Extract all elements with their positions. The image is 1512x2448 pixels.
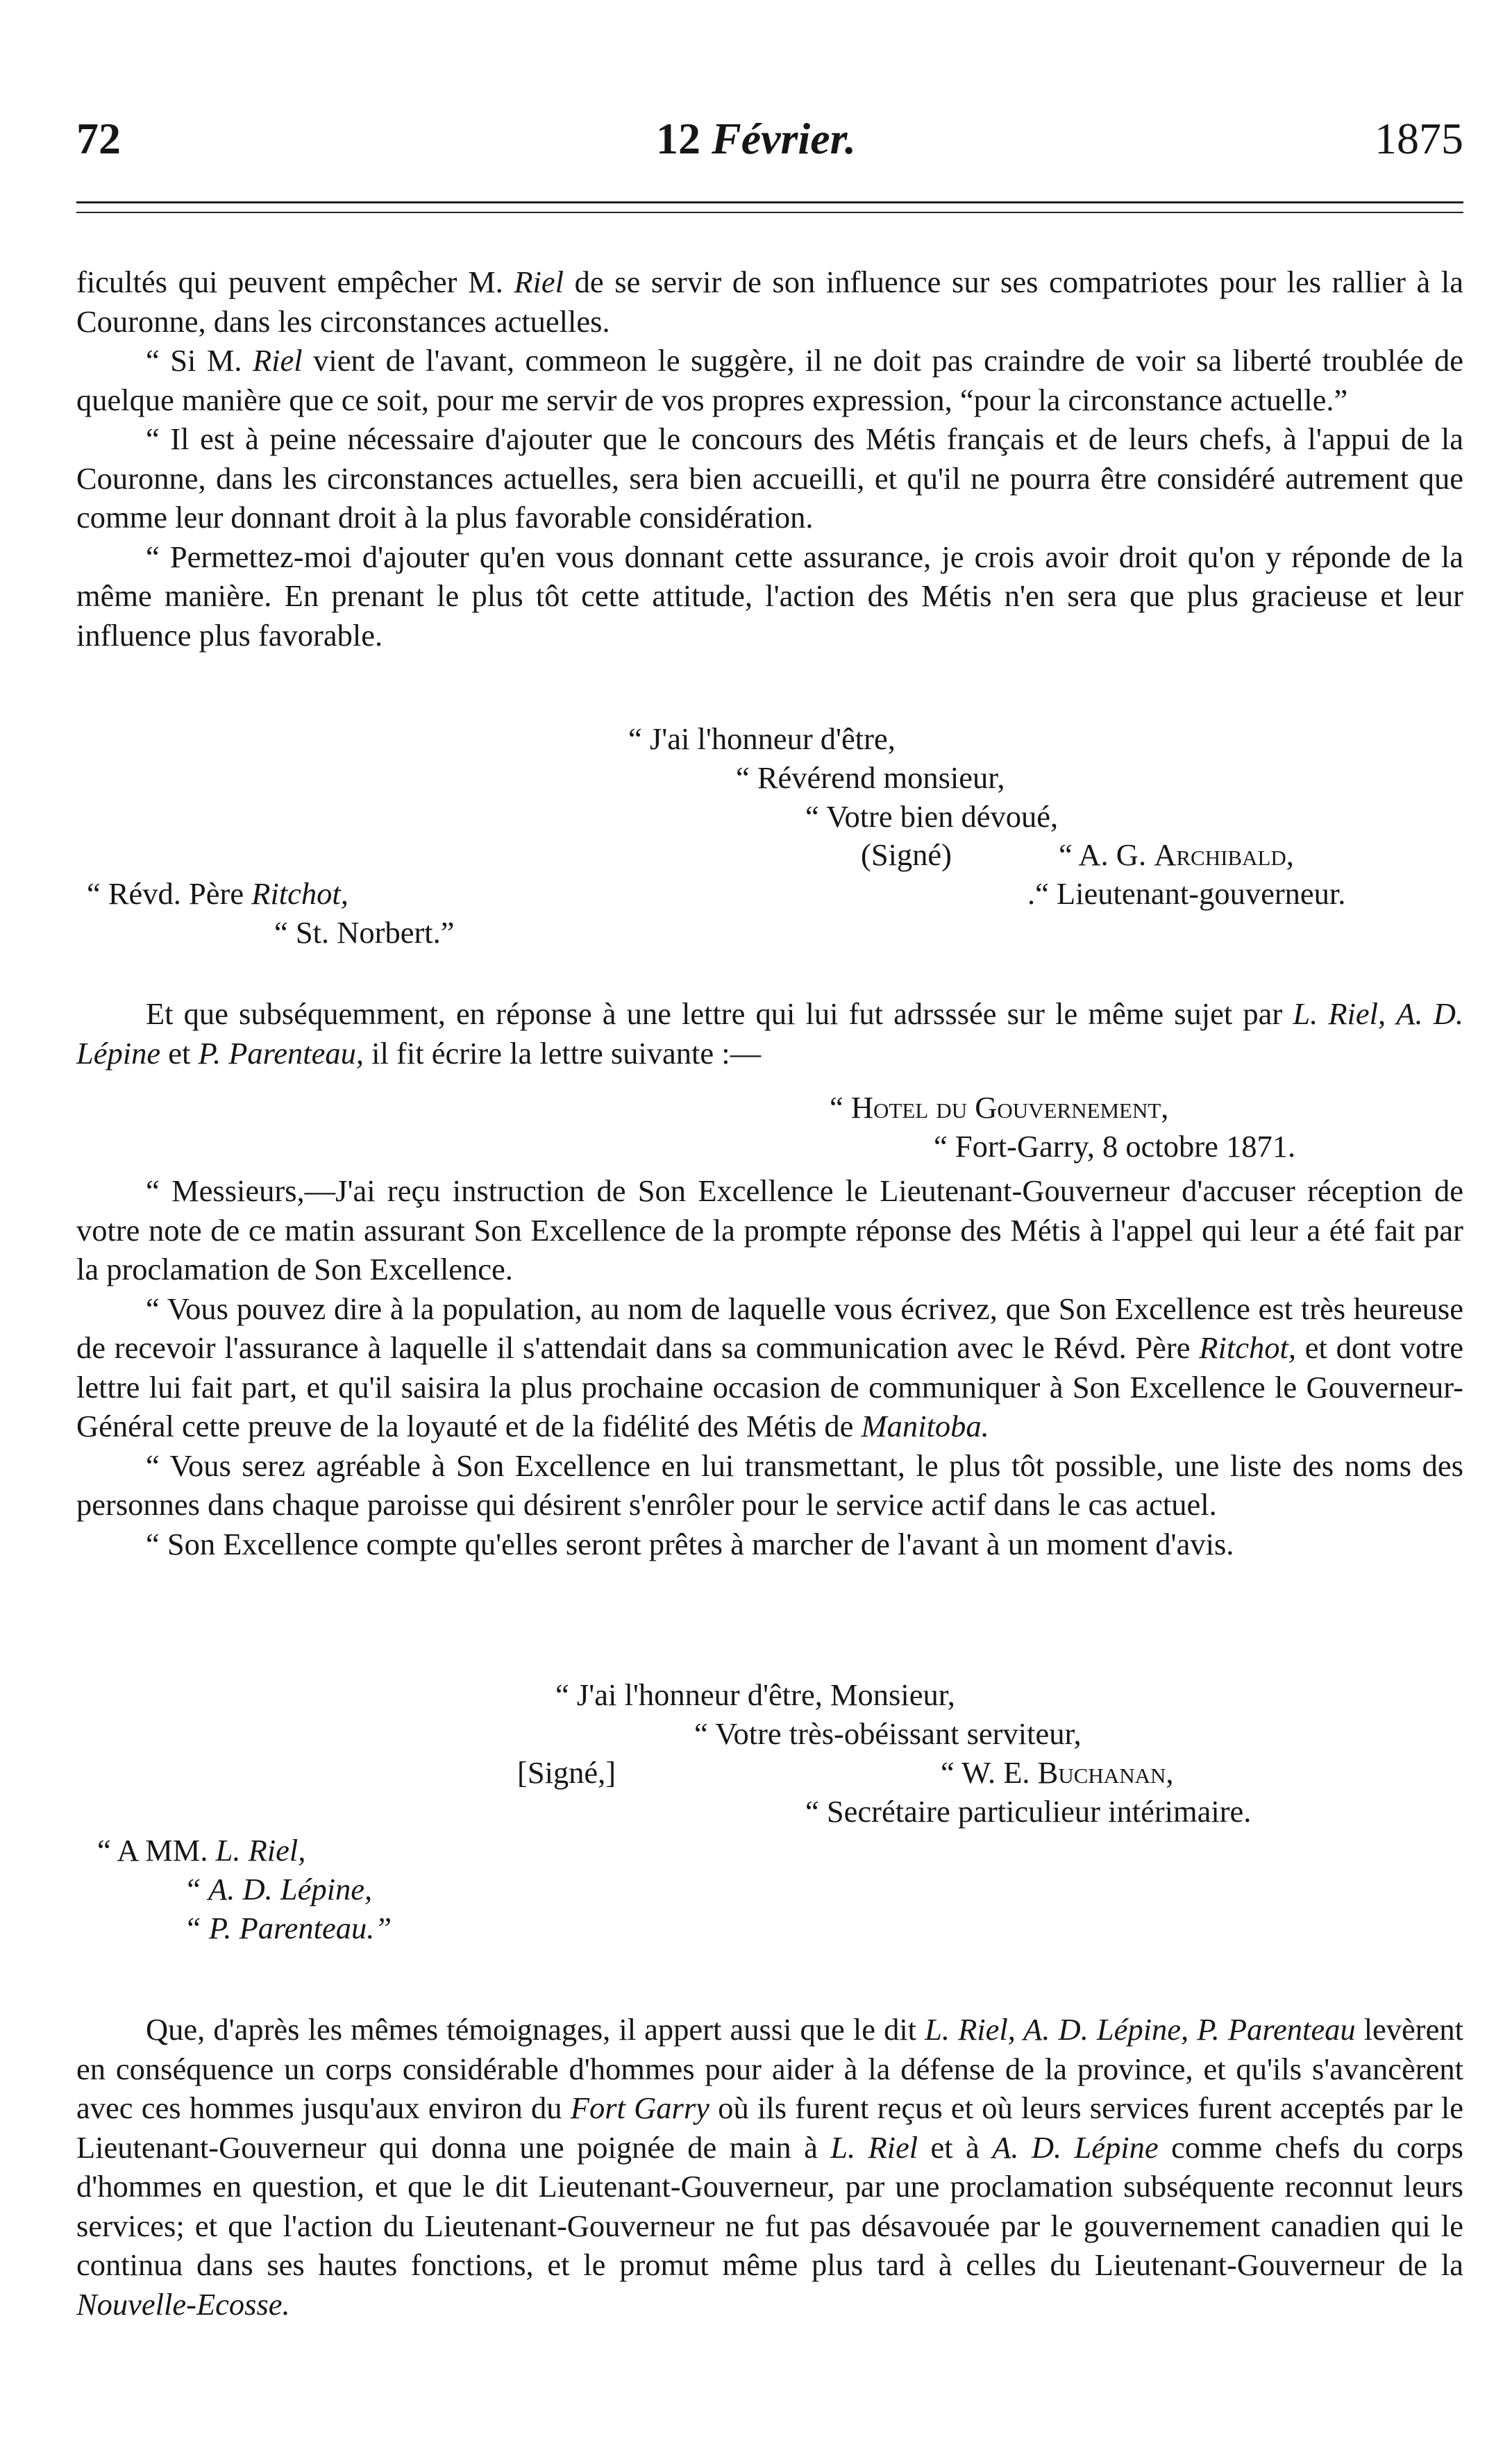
page-year: 1875 (1375, 114, 1463, 163)
letter2-closing-1: “ J'ai l'honneur d'être, Monsieur, (555, 1677, 955, 1712)
intro-paragraph: Et que subséquemment, en réponse à une lettre qui lui fut adrsssée sur le même sujet par L. Riel, A. D. Lépine et P. Parenteau, il fit écrire la lettre suivante :— (76, 996, 1463, 1071)
date-day: 12 (656, 114, 701, 163)
name-riel: Riel (253, 343, 303, 378)
letter2-body (76, 1171, 1463, 1563)
letter1-signer-title: .“ Lieutenant-gouverneur. (1027, 876, 1346, 911)
letter1-paragraph-4: “ Permettez-moi d'ajouter qu'en vous donnant cette assurance, je crois avoir droit qu'on y réponde de la même manière. En prenant le plus tôt cette attitude, l'action des Métis n'en sera que plus gracieuse et leur influence plus favorable. (76, 539, 1463, 653)
letter2-addressee-3: “ P. Parenteau.” (184, 1911, 392, 1945)
letter2-signed: [Signé,] (517, 1755, 616, 1790)
letter1-addressee: “ Révd. Père Ritchot, (87, 876, 348, 911)
letter2-paragraph-4: “ Son Excellence compte qu'elles seront prêtes à marcher de l'avant à un moment d'avis. (146, 1526, 1234, 1561)
letter2-addressee-1: “ A MM. L. Riel, (97, 1833, 306, 1868)
letter1-paragraph-3: “ Il est à peine nécessaire d'ajouter que le concours des Métis français et de leurs chefs, à l'appui de la Couronne, dans les circonstances actuelles, sera bien accueilli, et qu'il ne pourra être considéré autrement que comme leur donnant droit à la plus favorable considération. (76, 421, 1463, 535)
letter2-closing-2: “ Votre très-obéissant serviteur, (694, 1716, 1082, 1751)
page-number: 72 (76, 114, 121, 163)
letter2-paragraph-3: “ Vous serez agréable à Son Excellence en lui transmettant, le plus tôt possible, une liste des noms des personnes dans chaque paroisse qui désirent s'enrôler pour le service actif dans le cas actuel. (76, 1448, 1463, 1522)
letter2-place-date: “ Fort-Garry, 8 octobre 1871. (934, 1129, 1296, 1164)
letter2-signer: “ W. E. Buchanan, (941, 1755, 1174, 1790)
running-date (0, 114, 1512, 163)
letter2-addressee-2: “ A. D. Lépine, (184, 1872, 373, 1906)
letter1-body (76, 262, 1463, 655)
name-riel: Riel (514, 265, 564, 299)
letter1-closing-3: “ Votre bien dévoué, (805, 799, 1059, 834)
letter1-closing-2: “ Révérend monsieur, (736, 760, 1005, 795)
letter2-paragraph-1: “ Messieurs,—J'ai reçu instruction de Son Excellence le Lieutenant-Gouverneur d'accuser réception de votre note de ce matin assurant Son Excellence de la prompte réponse des Métis à l'appel qui leur a été fait par la proclamation de Son Excellence. (76, 1173, 1463, 1286)
header-rule-thin (76, 212, 1463, 213)
conclusion-paragraph: Que, d'après les mêmes témoignages, il appert aussi que le dit L. Riel, A. D. Lépine, P. Parenteau levèrent en conséquence un corps considérable d'hommes pour aider à la défense de la province, et qu'ils s'avancèrent avec ces hommes jusqu'aux environ du Fort Garry où ils furent reçus et où leurs services furent acceptés par le Lieutenant-Gouverneur qui donna une poignée de main à L. Riel et à A. D. Lépine comme chefs du corps d'hommes en question, et que le dit Lieutenant-Gouverneur, par une proclamation subséquente reconnut leurs services; et que l'action du Lieutenant-Gouverneur ne fut pas désavouée par le gouvernement canadien qui le continua dans ses hautes fonctions, et le promut même plus tard à celles du Lieutenant-Gouverneur de la Nouvelle-Ecosse. (76, 2012, 1464, 2322)
letter1-paragraph-2: “ Si M. Riel vient de l'avant, commeon le suggère, il ne doit pas craindre de voir sa liberté troublée de quelque manière que ce soit, pour me servir de vos propres expression, “pour la circonstance actuelle.” (76, 343, 1464, 417)
letter1-closing-1: “ J'ai l'honneur d'être, (628, 721, 896, 756)
letter1-signed: (Signé) (861, 837, 952, 872)
date-month: Février. (712, 114, 856, 163)
letter2-paragraph-2: “ Vous pouvez dire à la population, au nom de laquelle vous écrivez, que Son Excellence est très heureuse de recevoir l'assurance à laquelle il s'attendait dans sa communication avec le Révd. Père Ritchot, et dont votre lettre lui fait part, et qu'il saisira la plus prochaine occasion de communiquer à Son Excellence le Gouverneur-Général cette preuve de la loyauté et de la fidélité des Métis de Manitoba. (76, 1291, 1463, 1443)
letter1-paragraph-1: ficultés qui peuvent empêcher M. Riel de se servir de son influence sur ses compatriotes pour les rallier à la Couronne, dans les circonstances actuelles. (76, 265, 1463, 339)
letter2-signer-title: “ Secrétaire particulieur intérimaire. (805, 1794, 1252, 1829)
letter1-addressee-place: “ St. Norbert.” (274, 915, 455, 950)
letter2-sender: “ Hotel du Gouvernement, (830, 1090, 1169, 1125)
letter1-signer: “ A. G. Archibald, (1059, 837, 1294, 872)
header-rule (76, 201, 1463, 203)
